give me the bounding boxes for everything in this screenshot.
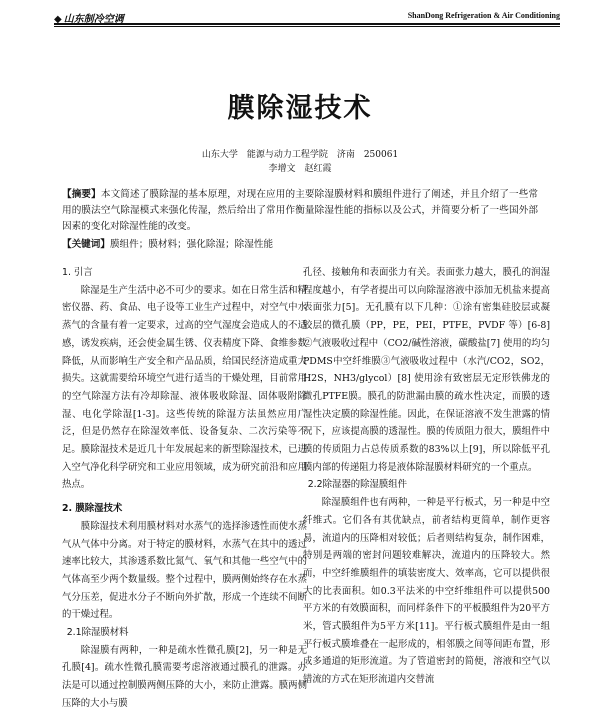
paragraph-modules: 除湿膜组件也有两种，一种是平行板式，另一种是中空纤维式。它们各有其优缺点，前者结构更简单，制作更容易，流道内的压降相对较低；后者则结构复杂，制作困难，特别是两端的密封问题较难解决，流道内的压降较大。然而，中空纤维膜组件的填装密度大、效率高，它可以提供很大的比表面积。如0.3平法米的中空纤维组件可以提供500平方米的有效膜面积，而同样条件下的平板膜组件为20平方米，管式膜组件为5平方米[11]。平行板式膜组件是由一组平行板式膜堆叠在一起形成的，相邻膜之间等间距布置，形成多通道的矩形流道。为了管道密封的简便，溶液和空气以错流的方式在矩形流道内交替流 (303, 497, 550, 686)
section-heading-intro: 1. 引言 (62, 267, 93, 278)
left-column (62, 264, 307, 713)
keywords (62, 237, 538, 253)
right-column (303, 264, 550, 689)
paragraph-materials: 除湿膜有两种，一种是疏水性微孔膜[2]，另一种是无孔膜[4]。疏水性微孔膜需要考虑溶液通过膜孔的泄露。办法是可以通过控制膜两侧压降的大小，来防止泄露。膜两侧压降的大小与膜 (62, 644, 307, 709)
paragraph-membrane-tech: 膜除湿技术利用膜材料对水蒸气的选择渗透性而使水蒸气从气体中分离。对于特定的膜材料，水蒸气在其中的透过速率比较大，其渗透系数比氮气、氧气和其他一些空气中的气体高至少两个数量级。整个过程中，膜两侧始终存在水蒸气分压差，促进水分子不断向外扩散，形成一个连续不间断的干燥过程。 (62, 520, 307, 621)
abstract-text: 本文简述了膜除湿的基本原理，对现在应用的主要除湿膜材料和膜组件进行了阐述，并且介绍了一些常用的膜法空气除湿模式来强化传湿，然后给出了常用作衡量除湿性能的指标以及公式，并简要分析了一些国外部因素的变化对除湿性能的改变。 (62, 189, 539, 232)
header-rule-thin (54, 26, 560, 27)
paragraph-materials-cont: 孔径、接触角和表面张力有关。表面张力越大，膜孔的润湿程度越小，有学者提出可以向除湿溶液中添加无机盐来提高表面张力[5]。无孔膜有以下几种：①涂有密集硅胶层或凝胶层的微孔膜（PP，PE，PEI，PTFE，PVDF 等）[6-8] ②气液吸收过程中（CO2/碱性溶液，碳酸盐[7] 使用的均匀PDMS中空纤维膜③气液吸收过程中（水汽/CO2，SO2，H2S，NH3/glycol）[8] 使用涂有致密层无定形铁佛龙的微孔PTFE膜。膜孔的防泄漏由膜的疏水性决定，而膜的透湿性决定膜的除湿性能。因此，在保证溶液不发生泄露的情况下，应该提高膜的透湿性。膜的传质阻力很大，膜组件中膜的传质阻力占总传质系数的83%以上[9]，所以除低平孔膜内部的传递阻力将是液体除湿膜材料研究的一个重点。 (303, 267, 550, 473)
keywords-label: 【关键词】 (62, 239, 110, 250)
journal-name-cn: 山东制冷空调 (63, 14, 124, 25)
paragraph-intro: 除湿是生产生活中必不可少的要求。如在日常生活和精密仪器、药、食品、电子设等工业生产过程中，对空气中水蒸气的含量有着一定要求，过高的空气湿度会造成人的不适感，诱发疾病，还会使金属生锈、仪表精度下降、食维参数降低，从而影响生产安全和产品品质，给国民经济造成重大损失。这就需要给环境空气进行适当的干燥处理，目前常用的空气除湿方法有冷却除湿、液体吸收除湿、固体吸附除湿、电化学除湿[1-3]。这些传统的除湿方法虽然应用广泛，但是仍然存在除湿效率低、设备复杂、二次污染等不足。膜除湿技术是近几十年发展起来的新型除湿技术，已进入空气净化科学研究和工业应用领域，成为研究前沿和应用热点。 (62, 284, 307, 491)
subsection-heading-modules: 2.2除湿器的除湿膜组件 (307, 479, 407, 491)
journal-title-en: ShanDong Refrigeration & Air Conditioning (407, 11, 560, 20)
diamond-bullet-icon: ◆ (54, 14, 62, 25)
abstract (62, 187, 538, 235)
running-header (54, 10, 560, 24)
header-rule (54, 23, 560, 25)
paper-title: 膜除湿技术 (227, 93, 373, 124)
abstract-label: 【摘要】 (62, 189, 101, 200)
author-affiliation: 山东大学 能源与动力工程学院 济南 250061 (201, 150, 399, 160)
keywords-text: 膜组件；膜材料；强化除湿；除湿性能 (109, 239, 274, 250)
author-names: 李增文 赵红霞 (268, 164, 332, 174)
section-heading-membrane-tech: 2. 膜除湿技术 (62, 503, 123, 515)
subsection-heading-materials: 2.1除湿膜材料 (66, 627, 129, 639)
